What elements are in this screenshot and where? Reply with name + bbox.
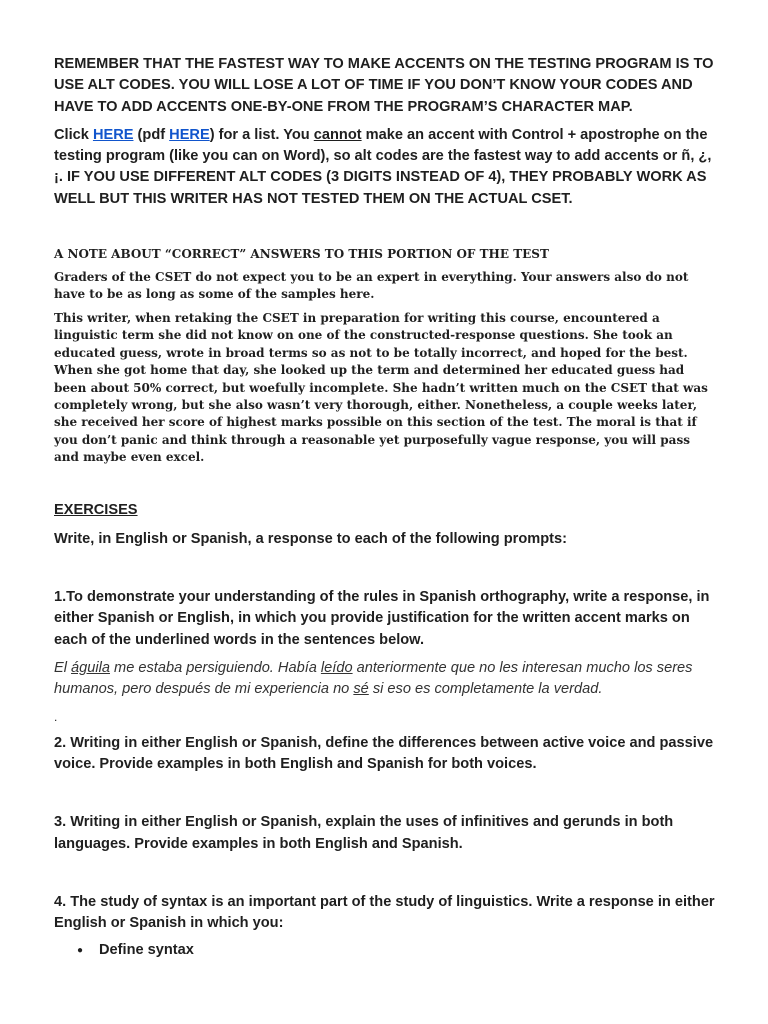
cannot-emphasis: cannot — [313, 126, 362, 143]
here-pdf-link[interactable]: HERE — [169, 126, 210, 143]
list-item: ● Define syntax — [99, 940, 718, 961]
stray-period: . — [54, 709, 58, 724]
question-4: 4. The study of syntax is an important part of the study of linguistics. Write a response in either English or Spanish in which you: — [54, 893, 715, 932]
question-1: 1.To demonstrate your understanding of the rules in Spanish orthography, write a response, in either Spanish or English, in which you provide justification for the written accent marks on each of the underlined words in the sentences below. — [54, 589, 710, 648]
page-content — [54, 54, 718, 962]
here-link[interactable]: HERE — [92, 126, 134, 143]
exercises-heading: EXERCISES — [54, 501, 138, 518]
alt-codes-warning: REMEMBER THAT THE FASTEST WAY TO MAKE ACCENTS ON THE TESTING PROGRAM IS TO USE ALT CODES. YOU WILL LOSE A LOT OF TIME IF YOU DON’T KNOW YOUR CODES AND HAVE TO ADD ACCENTS ONE-BY-ONE FROM THE PROGRAM’S CHARACTER MAP. — [54, 56, 714, 115]
question-3: 3. Writing in either English or Spanish, explain the uses of infinitives and gerunds in both languages. Provide examples in both English and Spanish. — [54, 814, 674, 852]
exercises-instruction: Write, in English or Spanish, a response to each of the following prompts: — [54, 530, 567, 547]
underlined-word-leido: leído — [320, 660, 353, 677]
question-4-bullets — [54, 940, 718, 961]
accent-example-sentence: El águila me estaba persiguiendo. Había leído anteriormente que no les interesan mucho los seres humanos, pero después de mi experiencia no sé si eso es completamente la verdad. — [54, 660, 693, 698]
note-paragraph-2: This writer, when retaking the CSET in preparation for writing this course, encountered a linguistic term she did not know on one of the constructed-response questions. She took an educated guess, wrote in broad terms so as not to be totally incorrect, and hoped for the best. When she got home that day, she looked up the term and determined her educated guess had been about 50% correct, but woefully incomplete. She hadn’t written much on the CSET that was completely wrong, but she also wasn’t very thorough, either. Nonetheless, a couple weeks later, she received her score of highest marks possible on this section of the test. The moral is that if you don’t panic and think through a reasonable yet purposefully vague response, you will pass and maybe even excel. — [54, 310, 708, 465]
question-2: 2. Writing in either English or Spanish, define the differences between active voice and passive voice. Provide examples in both English and Spanish for both voices. — [54, 734, 714, 772]
underlined-word-aguila: águila — [71, 660, 110, 677]
note-paragraph-1: Graders of the CSET do not expect you to be an expert in everything. Your answers also do not have to be as long as some of the samples here. — [54, 270, 689, 302]
underlined-word-se: sé — [353, 681, 369, 698]
note-heading: A NOTE ABOUT “CORRECT” ANSWERS TO THIS PORTION OF THE TEST — [54, 247, 549, 262]
alt-codes-instructions: Click HERE (pdf HERE) for a list. You cannot make an accent with Control + apostrophe on the testing program (like you can on Word), so alt codes are the fastest way to add accents or ñ, ¿, ¡. IF YOU USE DIFFERENT ALT CODES (3 DIGITS INSTEAD OF 4), THEY PROBABLY WORK AS WELL BUT THIS WRITER HAS NOT TESTED THEM ON THE ACTUAL CSET. — [54, 126, 712, 207]
